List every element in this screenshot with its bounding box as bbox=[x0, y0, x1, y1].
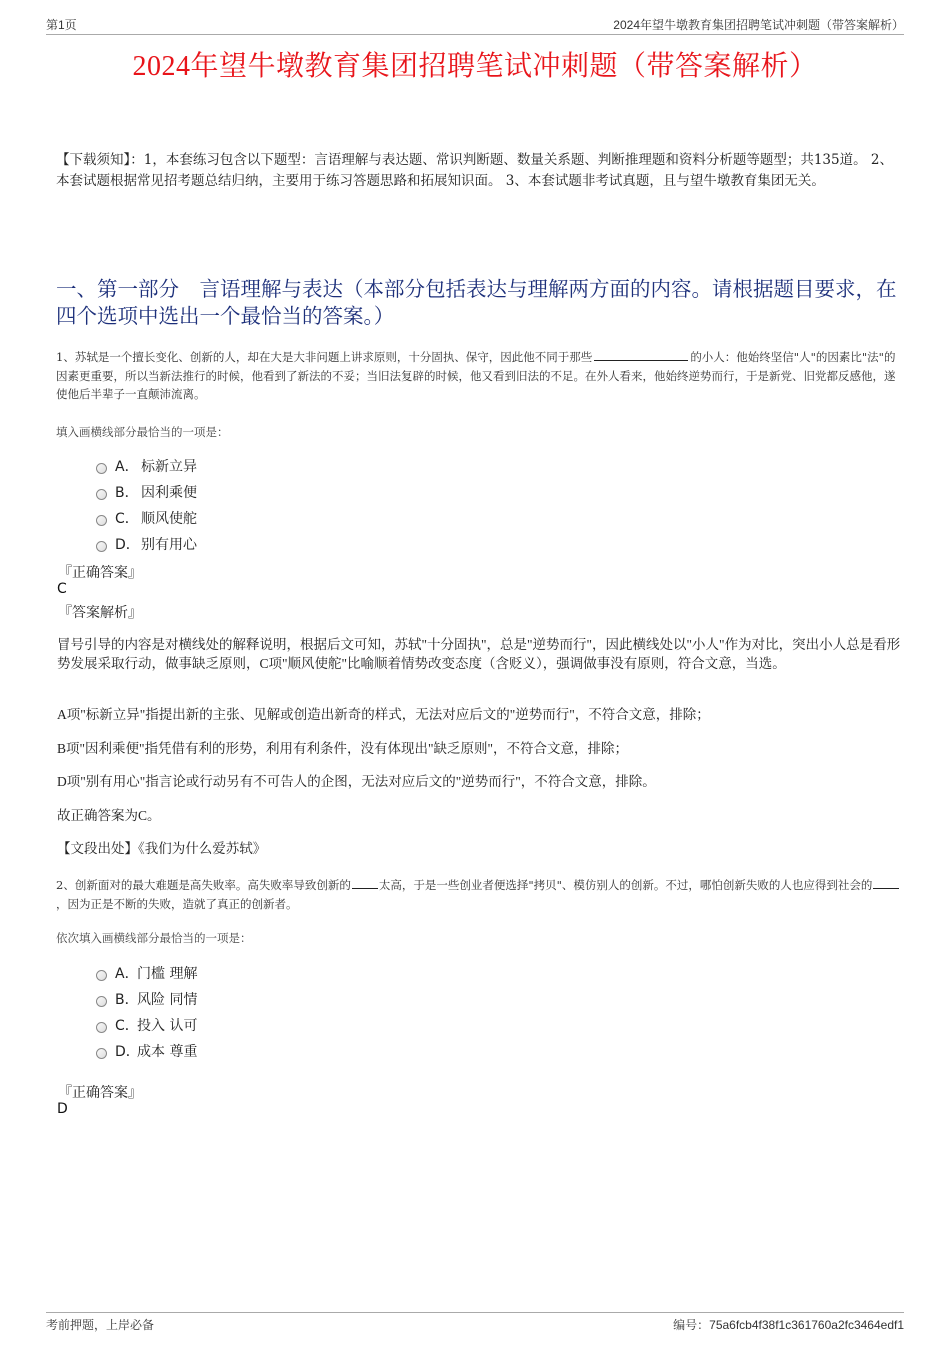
page-number: 第1页 bbox=[46, 18, 77, 32]
option-letter: C． bbox=[115, 511, 139, 527]
option-letter: A． bbox=[115, 966, 139, 982]
correct-answer-label: 『正确答案』 bbox=[58, 1085, 142, 1101]
option-c[interactable] bbox=[96, 505, 197, 531]
correct-answer-value: C bbox=[57, 581, 67, 597]
fill-blank bbox=[873, 876, 899, 889]
option-text: 顺风使舵 bbox=[141, 511, 197, 527]
option-letter: B． bbox=[115, 992, 139, 1008]
option-letter: C． bbox=[115, 1018, 139, 1034]
analysis-paragraph: B项"因利乘便"指凭借有利的形势，利用有利条件，没有体现出"缺乏原则"，不符合文意，排除； bbox=[57, 741, 629, 756]
option-d[interactable] bbox=[96, 531, 197, 557]
page-footer bbox=[46, 1312, 904, 1333]
analysis-label: 『答案解析』 bbox=[58, 605, 142, 621]
question-1-prompt: 填入画横线部分最恰当的一项是： bbox=[56, 425, 229, 439]
option-b[interactable] bbox=[96, 986, 197, 1012]
correct-answer-label: 『正确答案』 bbox=[58, 565, 142, 581]
stem-text: 太高，于是一些创业者便选择"拷贝"、模仿别人的创新。不过，哪怕创新失败的人也应得到社会的 bbox=[378, 878, 873, 892]
header-doc-title: 2024年望牛墩教育集团招聘笔试冲刺题（带答案解析） bbox=[613, 18, 904, 32]
correct-answer-value: D bbox=[57, 1101, 68, 1117]
option-letter: D． bbox=[115, 537, 140, 553]
option-text: 投入 认可 bbox=[137, 1018, 198, 1034]
radio-icon[interactable] bbox=[96, 489, 107, 500]
footer-slogan: 考前押题，上岸必备 bbox=[46, 1318, 155, 1332]
option-letter: A． bbox=[115, 459, 139, 475]
section-title: 一、第一部分 言语理解与表达（本部分包括表达与理解两方面的内容。请根据题目要求，在四个选项中选出一个最恰当的答案。） bbox=[56, 277, 897, 328]
stem-text: ，因为正是不断的失败，造就了真正的创新者。 bbox=[56, 896, 298, 911]
radio-icon[interactable] bbox=[96, 970, 107, 981]
option-d[interactable] bbox=[96, 1038, 197, 1064]
stem-text: 的小人：他始终坚信"人"的因素比"法"的因素更重要，所以当新法推行的时候，他看到了新法的不妥；当旧法复辟的时候，他又看到旧法的不足。在外人看来，他始终逆势而行，于是新党、旧党都反感他，遂使他后半辈子一直颠沛流离。 bbox=[56, 350, 896, 401]
stem-text: 1、苏轼是一个擅长变化、创新的人，却在大是大非问题上讲求原则，十分固执、保守，因此他不同于那些 bbox=[56, 350, 593, 364]
question-1-options bbox=[96, 453, 197, 557]
option-text: 风险 同情 bbox=[137, 992, 198, 1008]
option-b[interactable] bbox=[96, 479, 197, 505]
fill-blank bbox=[594, 348, 688, 361]
question-1-stem bbox=[56, 348, 904, 404]
download-notice: 【下载须知】：1，本套练习包含以下题型：言语理解与表达题、常识判断题、数量关系题、判断推理题和资料分析题等题型；共135道。 2、本套试题根据常见招考题总结归纳，主要用于练习答题思路和拓展知识面。 3、本套试题非考试真题，且与望牛墩教育集团无关。 bbox=[56, 152, 893, 189]
radio-icon[interactable] bbox=[96, 541, 107, 552]
radio-icon[interactable] bbox=[96, 996, 107, 1007]
fill-blank bbox=[352, 876, 378, 889]
option-c[interactable] bbox=[96, 1012, 197, 1038]
page-header bbox=[46, 14, 904, 35]
radio-icon[interactable] bbox=[96, 1022, 107, 1033]
radio-icon[interactable] bbox=[96, 463, 107, 474]
analysis-paragraph: D项"别有用心"指言论或行动另有不可告人的企图，无法对应后文的"逆势而行"，不符合文意，排除。 bbox=[57, 774, 656, 789]
option-letter: D． bbox=[115, 1044, 140, 1060]
option-letter: B． bbox=[115, 485, 139, 501]
option-text: 因利乘便 bbox=[141, 485, 197, 501]
option-text: 标新立异 bbox=[141, 459, 197, 475]
radio-icon[interactable] bbox=[96, 515, 107, 526]
option-text: 成本 尊重 bbox=[137, 1044, 198, 1060]
question-2-prompt: 依次填入画横线部分最恰当的一项是： bbox=[56, 931, 252, 945]
analysis-paragraph: 冒号引导的内容是对横线处的解释说明，根据后文可知，苏轼"十分固执"，总是"逆势而行"，因此横线处以"小人"作为对比，突出小人总是看形势发展采取行动，做事缺乏原则，C项"顺风使舵"比喻顺着情势改变态度（含贬义），强调做事没有原则，符合文意，当选。 bbox=[57, 637, 901, 671]
source-citation: 【文段出处】《我们为什么爱苏轼》 bbox=[57, 841, 267, 856]
question-2-stem bbox=[56, 876, 904, 913]
option-a[interactable] bbox=[96, 453, 197, 479]
document-title: 2024年望牛墩教育集团招聘笔试冲刺题（带答案解析） bbox=[132, 51, 818, 82]
radio-icon[interactable] bbox=[96, 1048, 107, 1059]
analysis-paragraph: A项"标新立异"指提出新的主张、见解或创造出新奇的样式，无法对应后文的"逆势而行"，不符合文意，排除； bbox=[57, 707, 710, 722]
question-2-options bbox=[96, 960, 197, 1064]
option-text: 别有用心 bbox=[141, 537, 197, 553]
option-text: 门槛 理解 bbox=[137, 966, 198, 982]
option-a[interactable] bbox=[96, 960, 197, 986]
footer-serial: 编号：75a6fcb4f38f1c361760a2fc3464edf1 bbox=[673, 1318, 904, 1332]
stem-text: 2、创新面对的最大难题是高失败率。高失败率导致创新的 bbox=[56, 878, 351, 892]
analysis-conclusion: 故正确答案为C。 bbox=[57, 808, 161, 823]
